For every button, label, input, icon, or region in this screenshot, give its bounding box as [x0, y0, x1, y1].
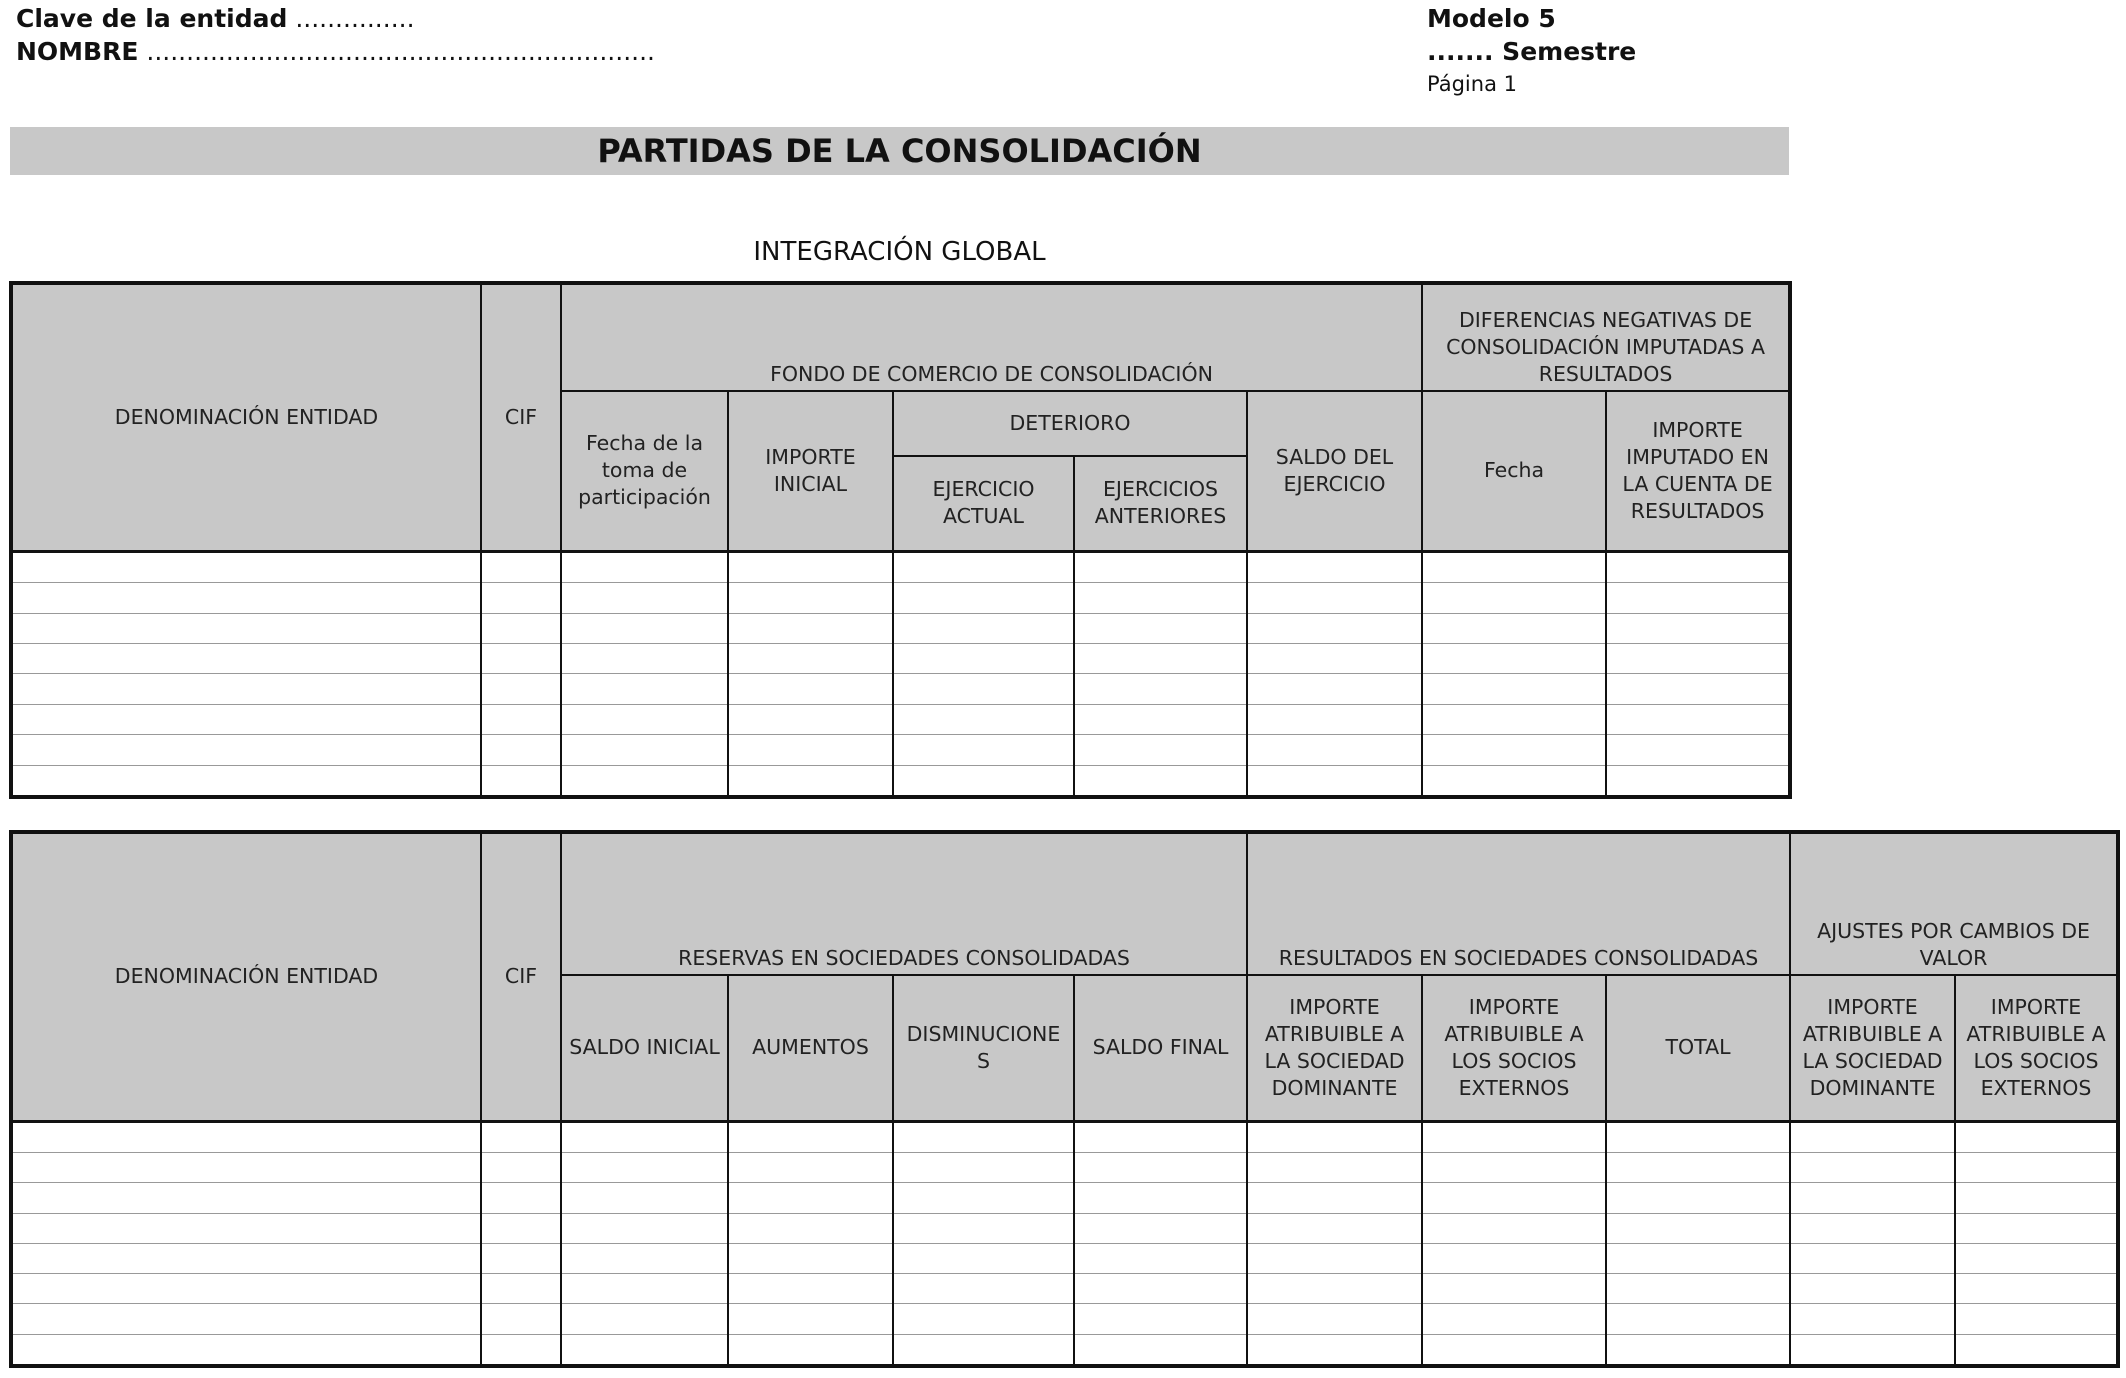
entry-cell[interactable] — [1606, 1152, 1790, 1182]
entry-cell[interactable] — [893, 704, 1074, 734]
entry-cell[interactable] — [11, 735, 481, 765]
entry-cell[interactable] — [481, 1243, 561, 1273]
entry-cell[interactable] — [1247, 1213, 1422, 1243]
entry-cell[interactable] — [1955, 1183, 2118, 1213]
entry-cell[interactable] — [893, 1274, 1074, 1304]
entry-cell[interactable] — [1074, 674, 1247, 704]
entry-cell[interactable] — [1606, 1334, 1790, 1366]
entry-cell[interactable] — [561, 643, 728, 673]
entity-key-line — [16, 2, 655, 35]
entry-cell[interactable] — [1955, 1274, 2118, 1304]
entry-cell[interactable] — [11, 1243, 481, 1273]
entry-cell[interactable] — [11, 1152, 481, 1182]
col-header-resultados-externos: IMPORTE ATRIBUIBLE A LOS SOCIOS EXTERNOS — [1422, 975, 1606, 1121]
entry-cell[interactable] — [1790, 1183, 1955, 1213]
entry-cell[interactable] — [1074, 765, 1247, 797]
name-field[interactable]: ................................................................ — [146, 37, 655, 66]
entry-cell[interactable] — [1422, 1121, 1606, 1152]
entry-cell[interactable] — [1790, 1152, 1955, 1182]
entry-cell[interactable] — [1422, 674, 1606, 704]
entry-cell[interactable] — [1074, 643, 1247, 673]
entry-cell[interactable] — [1422, 1152, 1606, 1182]
entry-cell[interactable] — [1074, 1121, 1247, 1152]
entry-cell[interactable] — [893, 1243, 1074, 1273]
entry-cell[interactable] — [728, 1183, 893, 1213]
entry-cell[interactable] — [728, 551, 893, 582]
entry-cell[interactable] — [1247, 735, 1422, 765]
entry-cell[interactable] — [1247, 583, 1422, 613]
table-row — [11, 1213, 2118, 1243]
table-row — [11, 643, 1790, 673]
entry-cell[interactable] — [893, 765, 1074, 797]
model-label: Modelo 5 — [1427, 4, 1556, 33]
entry-cell[interactable] — [1422, 551, 1606, 582]
col-header-cif: CIF — [481, 283, 561, 551]
entry-cell[interactable] — [481, 613, 561, 643]
entry-cell[interactable] — [893, 674, 1074, 704]
entry-cell[interactable] — [561, 1243, 728, 1273]
entry-cell[interactable] — [1422, 1334, 1606, 1366]
entry-cell[interactable] — [893, 1121, 1074, 1152]
table-row — [11, 1152, 2118, 1182]
entry-cell[interactable] — [893, 613, 1074, 643]
entry-cell[interactable] — [1247, 643, 1422, 673]
entry-cell[interactable] — [561, 1213, 728, 1243]
entry-cell[interactable] — [1422, 765, 1606, 797]
entry-cell[interactable] — [481, 1274, 561, 1304]
header-right — [1427, 2, 1636, 100]
table-row — [11, 583, 1790, 613]
entry-cell[interactable] — [481, 704, 561, 734]
table-row — [11, 674, 1790, 704]
entry-cell[interactable] — [1422, 1274, 1606, 1304]
name-line — [16, 35, 655, 68]
entry-cell[interactable] — [561, 613, 728, 643]
table-row — [11, 765, 1790, 797]
entry-cell[interactable] — [893, 1152, 1074, 1182]
entry-cell[interactable] — [1606, 765, 1790, 797]
entry-cell[interactable] — [728, 735, 893, 765]
entry-cell[interactable] — [728, 1121, 893, 1152]
entity-key-field[interactable]: ............... — [295, 4, 415, 33]
entry-cell[interactable] — [1247, 1183, 1422, 1213]
semester-label: ....... Semestre — [1427, 37, 1637, 66]
group-header-reservas: RESERVAS EN SOCIEDADES CONSOLIDADAS — [561, 832, 1247, 975]
page-number: Página 1 — [1427, 72, 1517, 96]
entry-cell[interactable] — [1247, 1243, 1422, 1273]
col-header-entity: DENOMINACIÓN ENTIDAD — [11, 832, 481, 1121]
table-row — [11, 613, 1790, 643]
col-header-ejercicios-anteriores: EJERCICIOS ANTERIORES — [1074, 456, 1247, 551]
page-title: PARTIDAS DE LA CONSOLIDACIÓN — [10, 127, 1789, 175]
entry-cell[interactable] — [728, 613, 893, 643]
col-header-aumentos: AUMENTOS — [728, 975, 893, 1121]
entry-cell[interactable] — [11, 1183, 481, 1213]
entry-cell[interactable] — [728, 583, 893, 613]
entry-cell[interactable] — [1074, 1213, 1247, 1243]
entry-cell[interactable] — [893, 1213, 1074, 1243]
entry-cell[interactable] — [561, 1304, 728, 1334]
entry-cell[interactable] — [1955, 1334, 2118, 1366]
entry-cell[interactable] — [1247, 765, 1422, 797]
integracion-global-table — [9, 281, 1792, 799]
name-label: NOMBRE — [16, 37, 139, 66]
table-row — [11, 1274, 2118, 1304]
entry-cell[interactable] — [1422, 1304, 1606, 1334]
entry-cell[interactable] — [728, 1304, 893, 1334]
entry-cell[interactable] — [893, 1334, 1074, 1366]
entry-cell[interactable] — [561, 735, 728, 765]
entry-cell[interactable] — [11, 1304, 481, 1334]
entry-cell[interactable] — [1790, 1334, 1955, 1366]
entry-cell[interactable] — [1074, 1243, 1247, 1273]
entry-cell[interactable] — [1247, 1274, 1422, 1304]
entry-cell[interactable] — [11, 1121, 481, 1152]
entry-cell[interactable] — [561, 551, 728, 582]
table-row — [11, 704, 1790, 734]
entry-cell[interactable] — [1955, 1304, 2118, 1334]
entry-cell[interactable] — [1606, 583, 1790, 613]
entry-cell[interactable] — [561, 1121, 728, 1152]
table-row — [11, 1304, 2118, 1334]
entry-cell[interactable] — [893, 735, 1074, 765]
entry-cell[interactable] — [1606, 643, 1790, 673]
entry-cell[interactable] — [1422, 735, 1606, 765]
entry-cell[interactable] — [1955, 1213, 2118, 1243]
entry-cell[interactable] — [1247, 1121, 1422, 1152]
table-row — [11, 1243, 2118, 1273]
table-row — [11, 1183, 2118, 1213]
col-header-disminuciones: DISMINUCIONE S — [893, 975, 1074, 1121]
col-header-resultados-dominante: IMPORTE ATRIBUIBLE A LA SOCIEDAD DOMINANTE — [1247, 975, 1422, 1121]
entry-cell[interactable] — [728, 643, 893, 673]
entry-cell[interactable] — [561, 1274, 728, 1304]
col-header-ejercicio-actual: EJERCICIO ACTUAL — [893, 456, 1074, 551]
col-header-saldo-ejercicio: SALDO DEL EJERCICIO — [1247, 391, 1422, 551]
col-header-cif: CIF — [481, 832, 561, 1121]
table-row — [11, 735, 1790, 765]
entry-cell[interactable] — [1074, 1274, 1247, 1304]
entry-cell[interactable] — [1074, 704, 1247, 734]
entry-cell[interactable] — [1790, 1121, 1955, 1152]
group-header-ajustes: AJUSTES POR CAMBIOS DE VALOR — [1790, 832, 2118, 975]
entry-cell[interactable] — [728, 1274, 893, 1304]
entry-cell[interactable] — [1422, 643, 1606, 673]
entry-cell[interactable] — [1074, 735, 1247, 765]
header-left — [16, 2, 655, 68]
entry-cell[interactable] — [481, 674, 561, 704]
entry-cell[interactable] — [11, 765, 481, 797]
entry-cell[interactable] — [1606, 1213, 1790, 1243]
entry-cell[interactable] — [481, 1121, 561, 1152]
col-header-saldo-inicial: SALDO INICIAL — [561, 975, 728, 1121]
entry-cell[interactable] — [893, 551, 1074, 582]
entry-cell[interactable] — [561, 704, 728, 734]
entry-cell[interactable] — [11, 674, 481, 704]
entry-cell[interactable] — [1074, 583, 1247, 613]
entry-cell[interactable] — [1790, 1304, 1955, 1334]
col-header-ajustes-externos: IMPORTE ATRIBUIBLE A LOS SOCIOS EXTERNOS — [1955, 975, 2118, 1121]
col-header-ajustes-dominante: IMPORTE ATRIBUIBLE A LA SOCIEDAD DOMINANTE — [1790, 975, 1955, 1121]
entry-cell[interactable] — [1606, 674, 1790, 704]
entry-cell[interactable] — [1074, 1152, 1247, 1182]
entry-cell[interactable] — [11, 643, 481, 673]
col-header-importe-inicial: IMPORTE INICIAL — [728, 391, 893, 551]
entry-cell[interactable] — [1247, 674, 1422, 704]
entry-cell[interactable] — [1247, 613, 1422, 643]
entry-cell[interactable] — [893, 583, 1074, 613]
entry-cell[interactable] — [1422, 583, 1606, 613]
col-header-resultados-total: TOTAL — [1606, 975, 1790, 1121]
entry-cell[interactable] — [481, 583, 561, 613]
entry-cell[interactable] — [1247, 1334, 1422, 1366]
entry-cell[interactable] — [481, 643, 561, 673]
entry-cell[interactable] — [893, 1304, 1074, 1334]
entry-cell[interactable] — [1422, 704, 1606, 734]
entry-cell[interactable] — [1247, 1152, 1422, 1182]
entry-cell[interactable] — [481, 1183, 561, 1213]
entry-cell[interactable] — [561, 1183, 728, 1213]
entry-cell[interactable] — [1606, 1304, 1790, 1334]
entry-cell[interactable] — [561, 674, 728, 704]
col-header-importe-imputado: IMPORTE IMPUTADO EN LA CUENTA DE RESULTADOS — [1606, 391, 1790, 551]
entry-cell[interactable] — [1422, 613, 1606, 643]
entry-cell[interactable] — [1606, 613, 1790, 643]
entry-cell[interactable] — [728, 704, 893, 734]
entry-cell[interactable] — [1606, 1274, 1790, 1304]
entry-cell[interactable] — [1074, 1304, 1247, 1334]
entry-cell[interactable] — [1606, 735, 1790, 765]
entry-cell[interactable] — [1422, 1213, 1606, 1243]
col-header-fecha: Fecha — [1422, 391, 1606, 551]
table-row — [11, 1334, 2118, 1366]
entry-cell[interactable] — [481, 1304, 561, 1334]
entry-cell[interactable] — [11, 551, 481, 582]
entry-cell[interactable] — [481, 1334, 561, 1366]
entry-cell[interactable] — [11, 1213, 481, 1243]
entry-cell[interactable] — [1790, 1274, 1955, 1304]
entry-cell[interactable] — [1955, 1121, 2118, 1152]
col-header-fecha-toma: Fecha de la toma de participación — [561, 391, 728, 551]
group-header-diferencias-negativas: DIFERENCIAS NEGATIVAS DE CONSOLIDACIÓN IMPUTADAS A RESULTADOS — [1422, 283, 1790, 391]
entry-cell[interactable] — [1606, 704, 1790, 734]
entry-cell[interactable] — [728, 1243, 893, 1273]
entry-cell[interactable] — [1790, 1213, 1955, 1243]
col-header-entity: DENOMINACIÓN ENTIDAD — [11, 283, 481, 551]
entry-cell[interactable] — [1074, 613, 1247, 643]
entry-cell[interactable] — [1247, 704, 1422, 734]
entry-cell[interactable] — [728, 1334, 893, 1366]
entry-cell[interactable] — [11, 1334, 481, 1366]
entry-cell[interactable] — [1247, 1304, 1422, 1334]
table-row — [11, 1121, 2118, 1152]
entry-cell[interactable] — [1422, 1183, 1606, 1213]
entry-cell[interactable] — [728, 674, 893, 704]
group-header-fondo-comercio: FONDO DE COMERCIO DE CONSOLIDACIÓN — [561, 283, 1422, 391]
entry-cell[interactable] — [728, 1213, 893, 1243]
entry-cell[interactable] — [1606, 1121, 1790, 1152]
reservas-resultados-table — [9, 830, 2120, 1368]
entry-cell[interactable] — [561, 1334, 728, 1366]
entry-cell[interactable] — [1422, 1243, 1606, 1273]
entry-cell[interactable] — [481, 1152, 561, 1182]
group-header-resultados: RESULTADOS EN SOCIEDADES CONSOLIDADAS — [1247, 832, 1790, 975]
entry-cell[interactable] — [11, 613, 481, 643]
entry-cell[interactable] — [1790, 1243, 1955, 1273]
entry-cell[interactable] — [1955, 1152, 2118, 1182]
entry-cell[interactable] — [481, 551, 561, 582]
group-header-deterioro: DETERIORO — [893, 391, 1247, 456]
entry-cell[interactable] — [1606, 551, 1790, 582]
entry-cell[interactable] — [11, 1274, 481, 1304]
entry-cell[interactable] — [481, 1213, 561, 1243]
entry-cell[interactable] — [11, 704, 481, 734]
entry-cell[interactable] — [481, 765, 561, 797]
section-subtitle: INTEGRACIÓN GLOBAL — [753, 237, 1046, 267]
entry-cell[interactable] — [1074, 1183, 1247, 1213]
entry-cell[interactable] — [1606, 1243, 1790, 1273]
entry-cell[interactable] — [561, 583, 728, 613]
entry-cell[interactable] — [561, 765, 728, 797]
entry-cell[interactable] — [1606, 1183, 1790, 1213]
entity-key-label: Clave de la entidad — [16, 4, 288, 33]
entry-cell[interactable] — [728, 1152, 893, 1182]
entry-cell[interactable] — [893, 643, 1074, 673]
table-row — [11, 551, 1790, 582]
col-header-saldo-final: SALDO FINAL — [1074, 975, 1247, 1121]
entry-cell[interactable] — [561, 1152, 728, 1182]
entry-cell[interactable] — [1955, 1243, 2118, 1273]
entry-cell[interactable] — [1074, 551, 1247, 582]
entry-cell[interactable] — [728, 765, 893, 797]
entry-cell[interactable] — [1074, 1334, 1247, 1366]
entry-cell[interactable] — [11, 583, 481, 613]
entry-cell[interactable] — [893, 1183, 1074, 1213]
entry-cell[interactable] — [481, 735, 561, 765]
entry-cell[interactable] — [1247, 551, 1422, 582]
